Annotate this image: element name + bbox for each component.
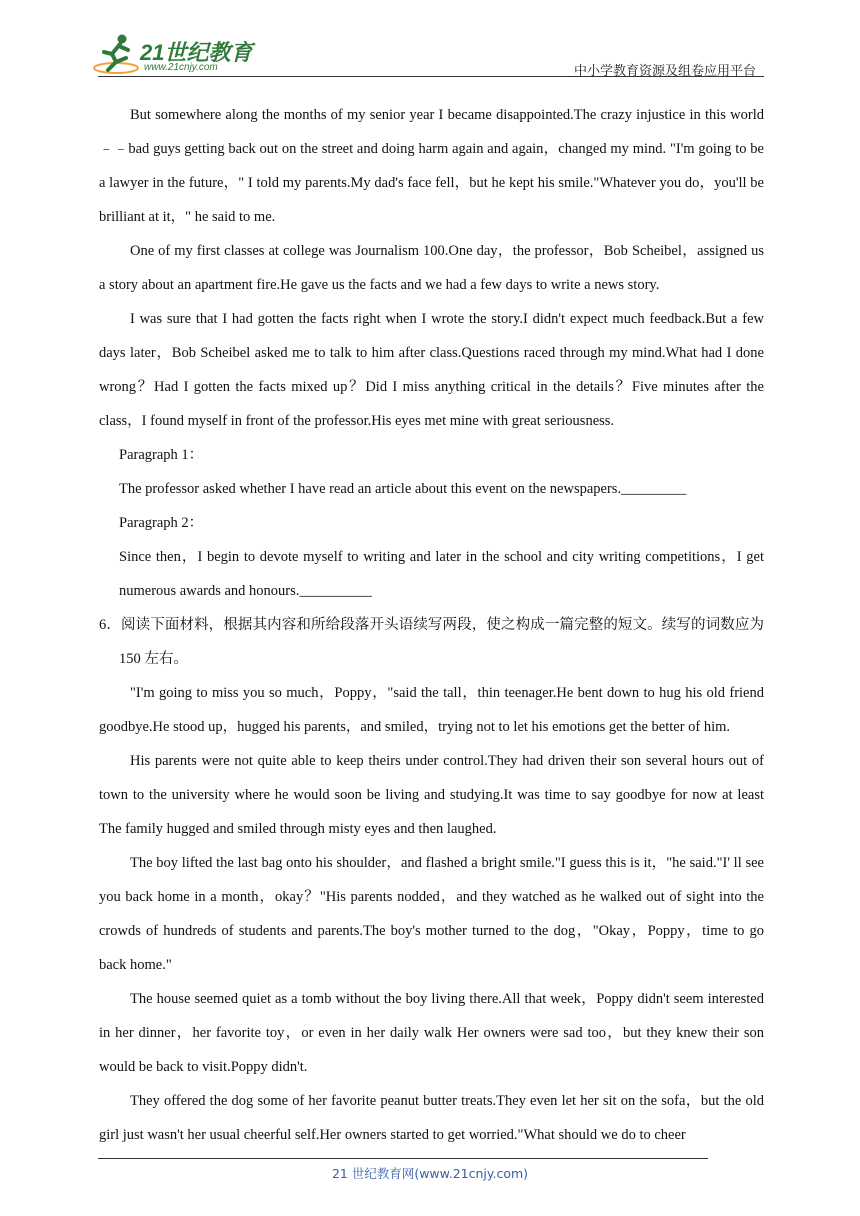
logo-text: 21世纪教育 — [140, 40, 253, 65]
prompt-text-1: The professor asked whether I have read an article about this event on the newspapers._________ — [119, 481, 687, 497]
site-logo[interactable] — [92, 32, 262, 76]
story-paragraph: "I'm going to miss you so much，Poppy，"said the tall，thin teenager.He bent down to hug his old friend goodbye.He stood up，hugged his parents，and smiled，trying not to let his emotions get the better of him. — [99, 685, 764, 735]
header-divider — [98, 76, 764, 77]
page-header — [0, 0, 860, 80]
prompt-label-1: Paragraph 1： — [119, 447, 204, 463]
story-paragraph: The house seemed quiet as a tomb without the boy living there.All that week，Poppy didn't seem interested in her dinner，her favorite toy，or even in her daily walk Her owners were sad too，but they knew their son would be back to visit.Poppy didn't. — [99, 991, 764, 1075]
prompt-label-2: Paragraph 2： — [119, 515, 204, 531]
footer-divider — [98, 1158, 708, 1159]
paragraph: I was sure that I had gotten the facts right when I wrote the story.I didn't expect much feedback.But a few days later，Bob Scheibel asked me to talk to him after class.Questions raced through my mind.What had I done wrong？Had I gotten the facts mixed up？Did I miss anything critical in the details？Five minutes after the class，I found myself in front of the professor.His eyes met mine with great seriousness. — [99, 311, 764, 429]
logo-url: www.21cnjy.com — [144, 62, 218, 73]
platform-title: 中小学教育资源及组卷应用平台 — [573, 64, 756, 79]
question-6: 6．阅读下面材料，根据其内容和所给段落开头语续写两段，使之构成一篇完整的短文。续写的词数应为 150 左右。 — [99, 617, 764, 667]
document-body — [99, 98, 764, 1152]
runner-icon — [92, 32, 142, 76]
footer-link[interactable]: 21 世纪教育网(www.21cnjy.com) — [331, 1166, 529, 1181]
paragraph: But somewhere along the months of my senior year I became disappointed.The crazy injustice in this world﹣﹣bad guys getting back out on the street and doing harm again and again，changed my mind. "I'm going to be a lawyer in the future，" I told my parents.My dad's face fell，but he kept his smile."Whatever you do，you'll be brilliant at it，" he said to me. — [99, 107, 764, 225]
story-paragraph: The boy lifted the last bag onto his shoulder，and flashed a bright smile."I guess this is it，"he said."I' ll see you back home in a month，okay？"His parents nodded，and they watched as he walked out of sight into the crowds of hundreds of students and parents.The boy's mother turned to the dog，"Okay，Poppy，time to go back home." — [99, 855, 764, 973]
story-paragraph: They offered the dog some of her favorite peanut butter treats.They even let her sit on the sofa，but the old girl just wasn't her usual cheerful self.Her owners started to get worried."What should we do to cheer — [99, 1093, 764, 1143]
paragraph: One of my first classes at college was Journalism 100.One day，the professor，Bob Scheibel，assigned us a story about an apartment fire.He gave us the facts and we had a few days to write a news story. — [99, 243, 764, 293]
story-paragraph: His parents were not quite able to keep theirs under control.They had driven their son several hours out of town to the university where he would soon be living and studying.It was time to say goodbye for now at least The family hugged and smiled through misty eyes and then laughed. — [99, 753, 764, 837]
prompt-text-2: Since then，I begin to devote myself to writing and later in the school and city writing competitions，I get numerous awards and honours.__________ — [119, 549, 764, 599]
